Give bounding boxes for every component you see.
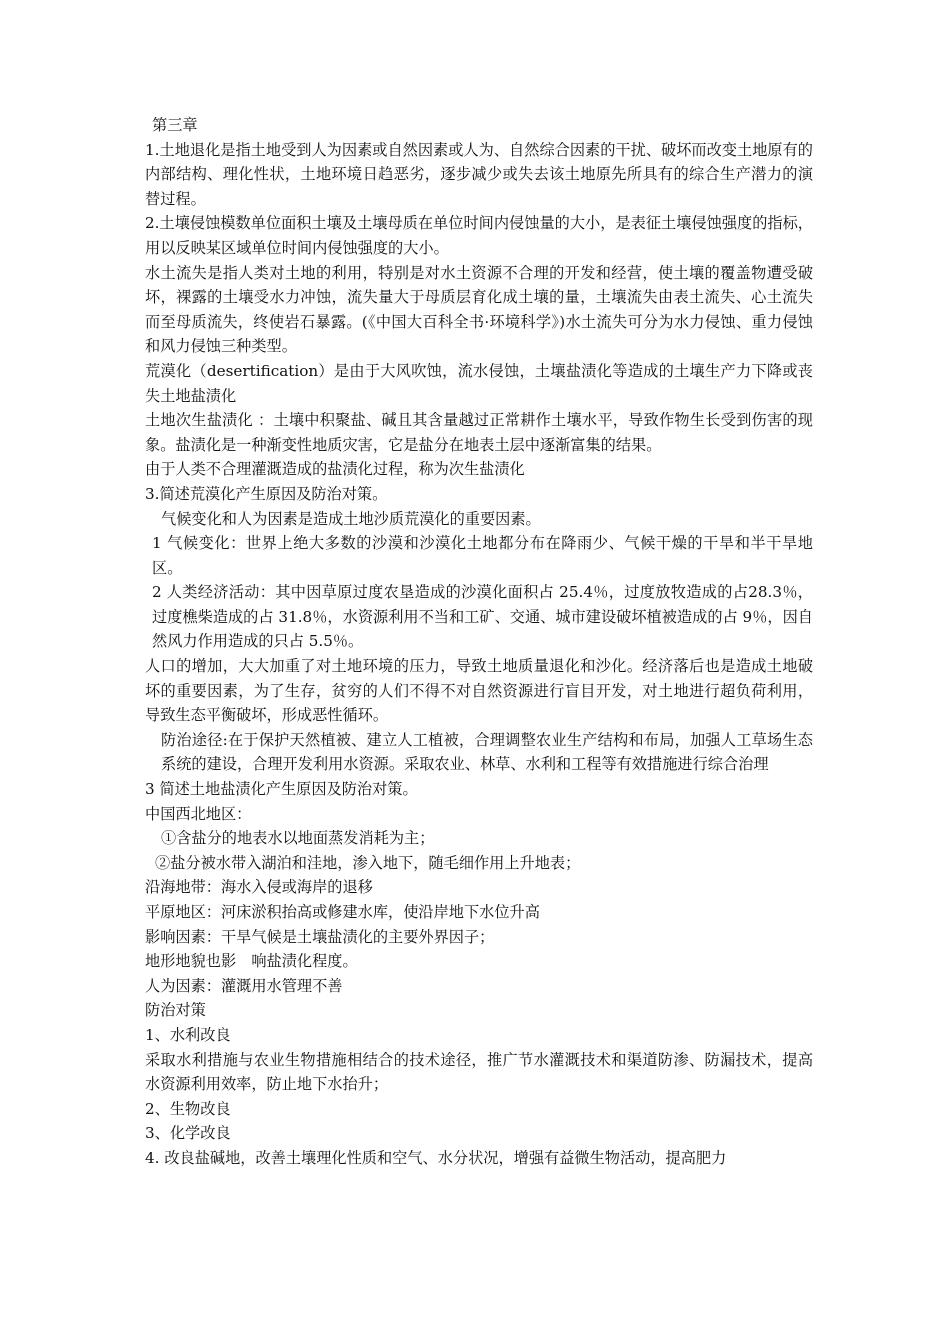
factor-terrain: 地形地貌也影 响盐渍化程度。 bbox=[145, 952, 358, 971]
measure-chemical: 3、化学改良 bbox=[145, 1124, 231, 1143]
paragraph-main-factors: 气候变化和人为因素是造成土地沙质荒漠化的重要因素。 bbox=[161, 509, 541, 528]
document-body bbox=[145, 113, 813, 1171]
paragraph-erosion-modulus: 2.土壤侵蚀模数单位面积土壤及土壤母质在单位时间内侵蚀量的大小，是表征土壤侵蚀强度的指标，用以反映某区域单位时间内侵蚀强度的大小。 bbox=[145, 214, 813, 257]
paragraph-human-activity: 2 人类经济活动：其中因草原过度农垦造成的沙漠化面积占 25.4％，过度放牧造成的占28.3％，过度樵柴造成的占 31.8％，水资源利用不当和工矿、交通、城市建设破坏植被造成的占 9％，因自然风力作用造成的只占 5.5％。 bbox=[152, 583, 813, 651]
heading-countermeasures: 防治对策 bbox=[145, 1001, 206, 1020]
heading-desertification-causes: 3.简述荒漠化产生原因及防治对策。 bbox=[145, 484, 388, 503]
chapter-title: 第三章 bbox=[152, 116, 198, 134]
northwest-item-2: ②盐分被水带入湖泊和洼地，渗入地下，随毛细作用上升地表； bbox=[155, 853, 581, 872]
paragraph-soil-water-loss: 水土流失是指人类对土地的利用，特别是对水土资源不合理的开发和经营，使土壤的覆盖物遭受破坏，裸露的土壤受水力冲蚀，流失量大于母质层育化成土壤的量，土壤流失由表土流失、心土流失而至母质流失，终使岩石暴露。(《中国大百科全书·环境科学》)水土流失可分为水力侵蚀、重力侵蚀和风力侵蚀三种类型。 bbox=[145, 263, 813, 356]
paragraph-desertification: 荒漠化（desertification）是由于大风吹蚀，流水侵蚀，土壤盐渍化等造成的土壤生产力下降或丧失土地盐渍化 bbox=[145, 361, 813, 405]
measure-water: 1、水利改良 bbox=[145, 1025, 231, 1044]
paragraph-climate-change: 1 气候变化：世界上绝大多数的沙漠和沙漠化土地都分布在降雨少、气候干燥的干旱和半干旱地区。 bbox=[152, 534, 813, 577]
heading-salinization-causes: 3 简述土地盐渍化产生原因及防治对策。 bbox=[145, 780, 418, 799]
paragraph-land-degradation: 1.土地退化是指土地受到人为因素或自然因素或人为、自然综合因素的干扰、破坏而改变土地原有的内部结构、理化性状，土地环境日趋恶劣，逐步减少或失去该土地原先所具有的综合生产潜力的演替过程。 bbox=[145, 140, 813, 208]
paragraph-population: 人口的增加，大大加重了对土地环境的压力，导致土地质量退化和沙化。经济落后也是造成土地破坏的重要因素，为了生存，贫穷的人们不得不对自然资源进行盲目开发，对土地进行超负荷利用，导致生态平衡破坏，形成恶性循环。 bbox=[145, 657, 813, 725]
region-northwest: 中国西北地区： bbox=[145, 804, 252, 823]
measure-saline-alkali: 4. 改良盐碱地，改善土壤理化性质和空气、水分状况，增强有益微生物活动，提高肥力 bbox=[145, 1148, 727, 1167]
paragraph-secondary-salinization-def: 由于人类不合理灌溉造成的盐渍化过程，称为次生盐渍化 bbox=[145, 460, 525, 479]
factor-human: 人为因素：灌溉用水管理不善 bbox=[145, 976, 343, 995]
northwest-item-1: ①含盐分的地表水以地面蒸发消耗为主； bbox=[161, 829, 435, 848]
paragraph-secondary-salinization: 土地次生盐渍化 ：土壤中积聚盐、碱且其含量越过正常耕作土壤水平，导致作物生长受到伤害的现象。盐渍化是一种渐变性地质灾害，它是盐分在地表土层中逐渐富集的结果。 bbox=[145, 411, 813, 454]
factor-climate: 影响因素：干旱气候是土壤盐渍化的主要外界因子； bbox=[145, 927, 495, 946]
paragraph-prevention: 防治途径:在于保护天然植被、建立人工植被，合理调整农业生产结构和布局，加强人工草场生态系统的建设，合理开发利用水资源。采取农业、林草、水利和工程等有效措施进行综合治理 bbox=[161, 730, 813, 774]
measure-biological: 2、生物改良 bbox=[145, 1099, 231, 1118]
region-plain: 平原地区：河床淤积抬高或修建水库，使沿岸地下水位升高 bbox=[145, 903, 540, 921]
measure-water-detail: 采取水利措施与农业生物措施相结合的技术途径，推广节水灌溉技术和渠道防渗、防漏技术，提高水资源利用效率，防止地下水抬升； bbox=[145, 1050, 813, 1094]
region-coastal: 沿海地带：海水入侵或海岸的退移 bbox=[145, 878, 373, 897]
